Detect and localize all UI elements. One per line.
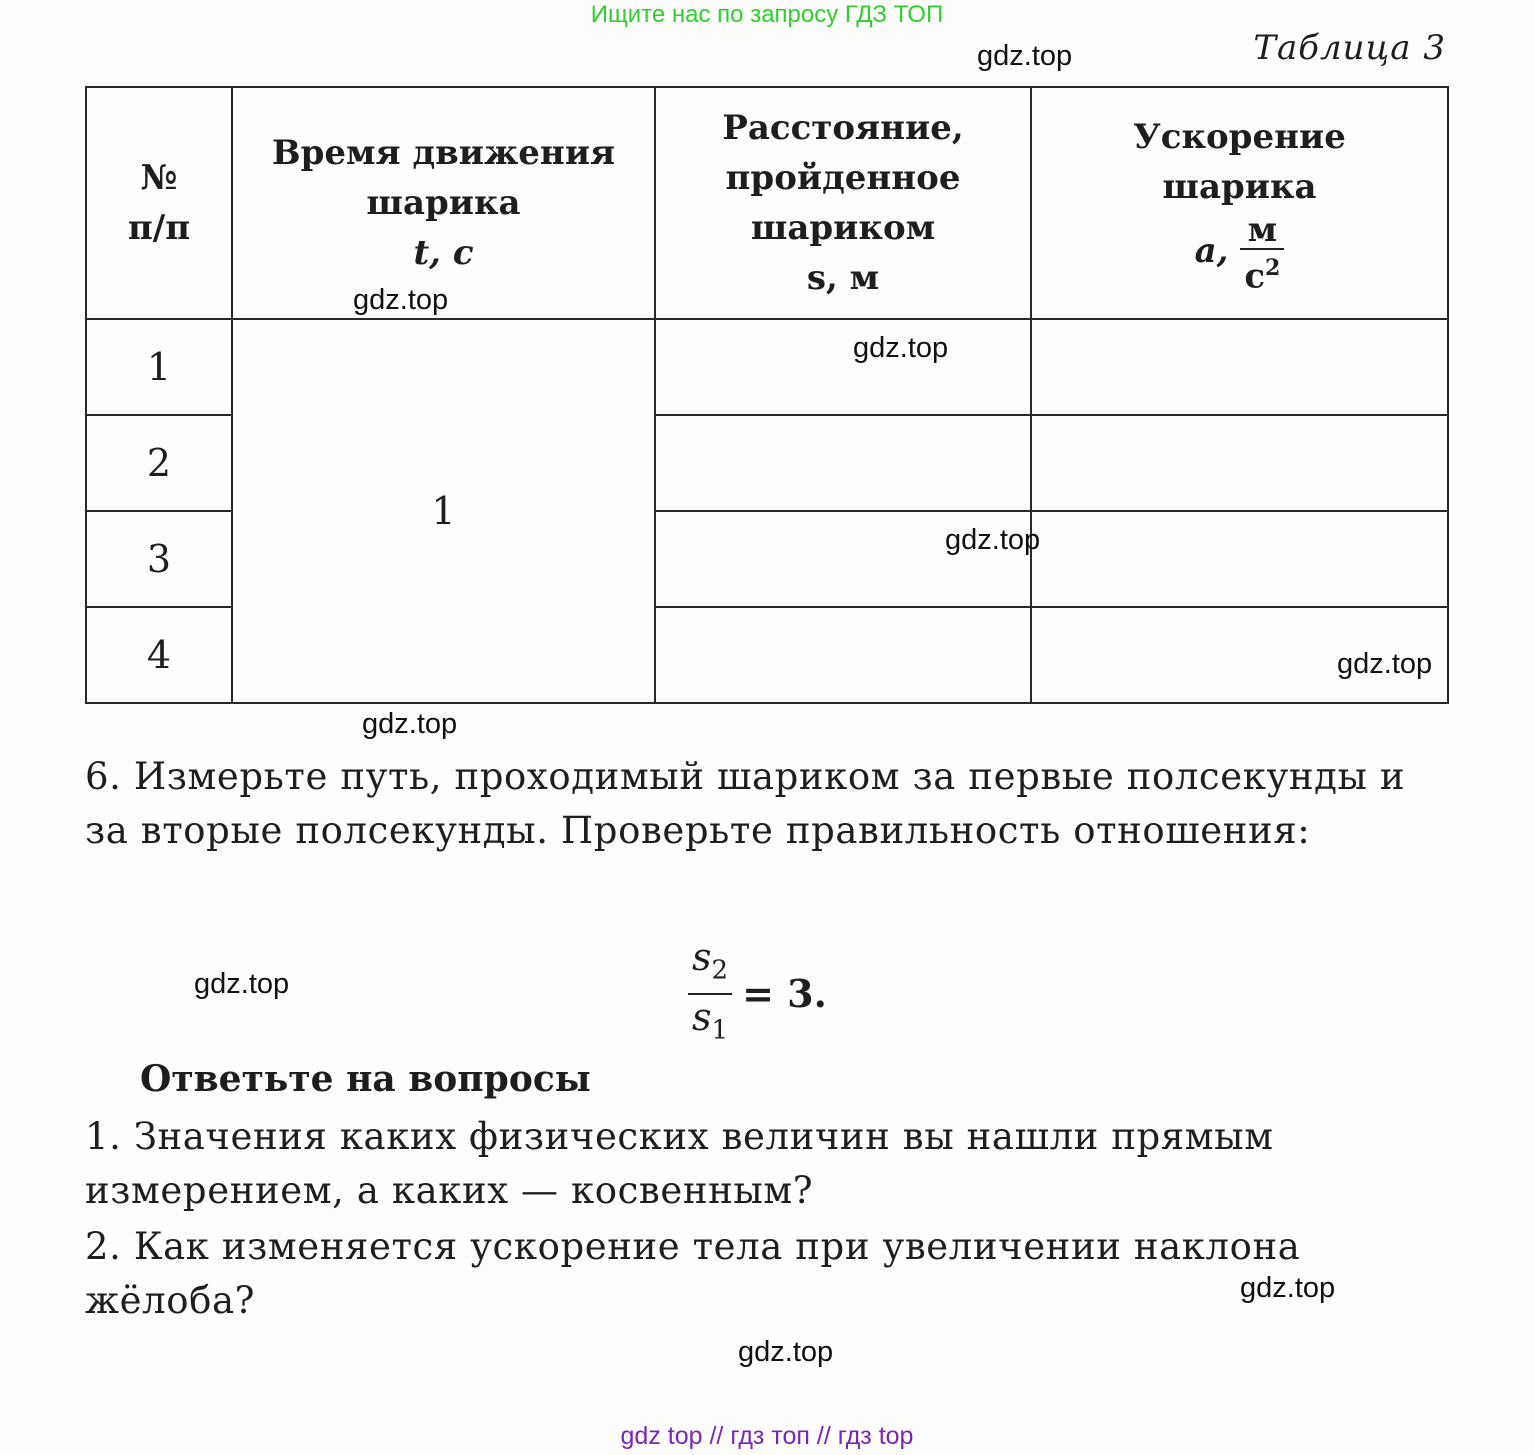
- header-distance-line2: пройденное: [725, 158, 961, 198]
- unit-numerator: м: [1240, 212, 1284, 250]
- watermark: gdz.top: [738, 1336, 834, 1368]
- header-distance-line1: Расстояние,: [722, 108, 964, 148]
- ratio-fraction: [688, 935, 732, 1052]
- header-acceleration-line2: шарика: [1162, 166, 1317, 207]
- ratio-denominator-index: 1: [711, 1015, 729, 1046]
- unit-denominator-base: с: [1244, 256, 1266, 297]
- row-number-cell: 1: [86, 319, 232, 415]
- time-value-cell: 1: [232, 319, 655, 703]
- questions-heading: Ответьте на вопросы: [140, 1058, 591, 1100]
- watermark: gdz.top: [1337, 648, 1433, 680]
- table-header-row: [86, 87, 1448, 319]
- task-6-text: 6. Измерьте путь, проходимый шариком за первые полсекунды и за вторые полсекунды. Проверьте правильность отношения:: [85, 755, 1406, 852]
- header-distance-unit: s, м: [806, 258, 880, 298]
- header-acceleration-unit: [1032, 209, 1447, 297]
- distance-cell: [655, 415, 1031, 511]
- ratio-numerator-index: 2: [711, 955, 729, 986]
- ratio-formula: [688, 935, 827, 1052]
- top-banner: Ищите нас по запросу ГДЗ ТОП: [590, 1, 944, 28]
- header-acceleration-line1: Ускорение: [1133, 116, 1346, 157]
- footer-links: gdz top // гдз топ // гдз top: [620, 1422, 914, 1450]
- row-number-cell: 4: [86, 607, 232, 703]
- distance-cell: [655, 607, 1031, 703]
- acceleration-cell: [1031, 415, 1448, 511]
- header-distance-line3: шариком: [750, 208, 936, 248]
- header-number: [86, 87, 232, 319]
- unit-denominator: [1240, 250, 1284, 297]
- ratio-denominator: [688, 995, 732, 1053]
- ratio-value: = 3.: [742, 971, 827, 1017]
- acceleration-symbol: a,: [1194, 231, 1229, 271]
- header-number-symbol: №: [140, 158, 178, 198]
- acceleration-unit-fraction: [1240, 209, 1284, 297]
- header-time-unit: t, с: [413, 233, 474, 273]
- question-2: 2. Как изменяется ускорение тела при увеличении наклона жёлоба?: [85, 1225, 1301, 1322]
- header-time-line2: шарика: [366, 183, 521, 223]
- acceleration-cell: [1031, 319, 1448, 415]
- measurement-table: [85, 86, 1449, 704]
- watermark: gdz.top: [362, 708, 458, 740]
- acceleration-cell: [1031, 511, 1448, 607]
- table-caption: Таблица 3: [1253, 28, 1446, 68]
- watermark: gdz.top: [977, 40, 1073, 72]
- watermark: gdz.top: [194, 968, 290, 1000]
- header-number-label: п/п: [127, 208, 191, 248]
- table-row: [86, 319, 1448, 415]
- watermark: gdz.top: [353, 284, 449, 316]
- question-1: 1. Значения каких физических величин вы нашли прямым измерением, а каких — косвенным?: [85, 1115, 1274, 1212]
- header-acceleration: [1031, 87, 1448, 319]
- ratio-denominator-symbol: s: [692, 994, 712, 1039]
- ratio-numerator-symbol: s: [692, 935, 712, 979]
- distance-cell: [655, 319, 1031, 415]
- row-number-cell: 3: [86, 511, 232, 607]
- row-number-cell: 2: [86, 415, 232, 511]
- watermark: gdz.top: [853, 332, 949, 364]
- header-distance: [655, 87, 1031, 319]
- unit-denominator-exponent: 2: [1265, 254, 1281, 281]
- ratio-numerator: [688, 935, 732, 995]
- header-time-line1: Время движения: [271, 133, 616, 173]
- watermark: gdz.top: [945, 524, 1041, 556]
- watermark: gdz.top: [1240, 1272, 1336, 1304]
